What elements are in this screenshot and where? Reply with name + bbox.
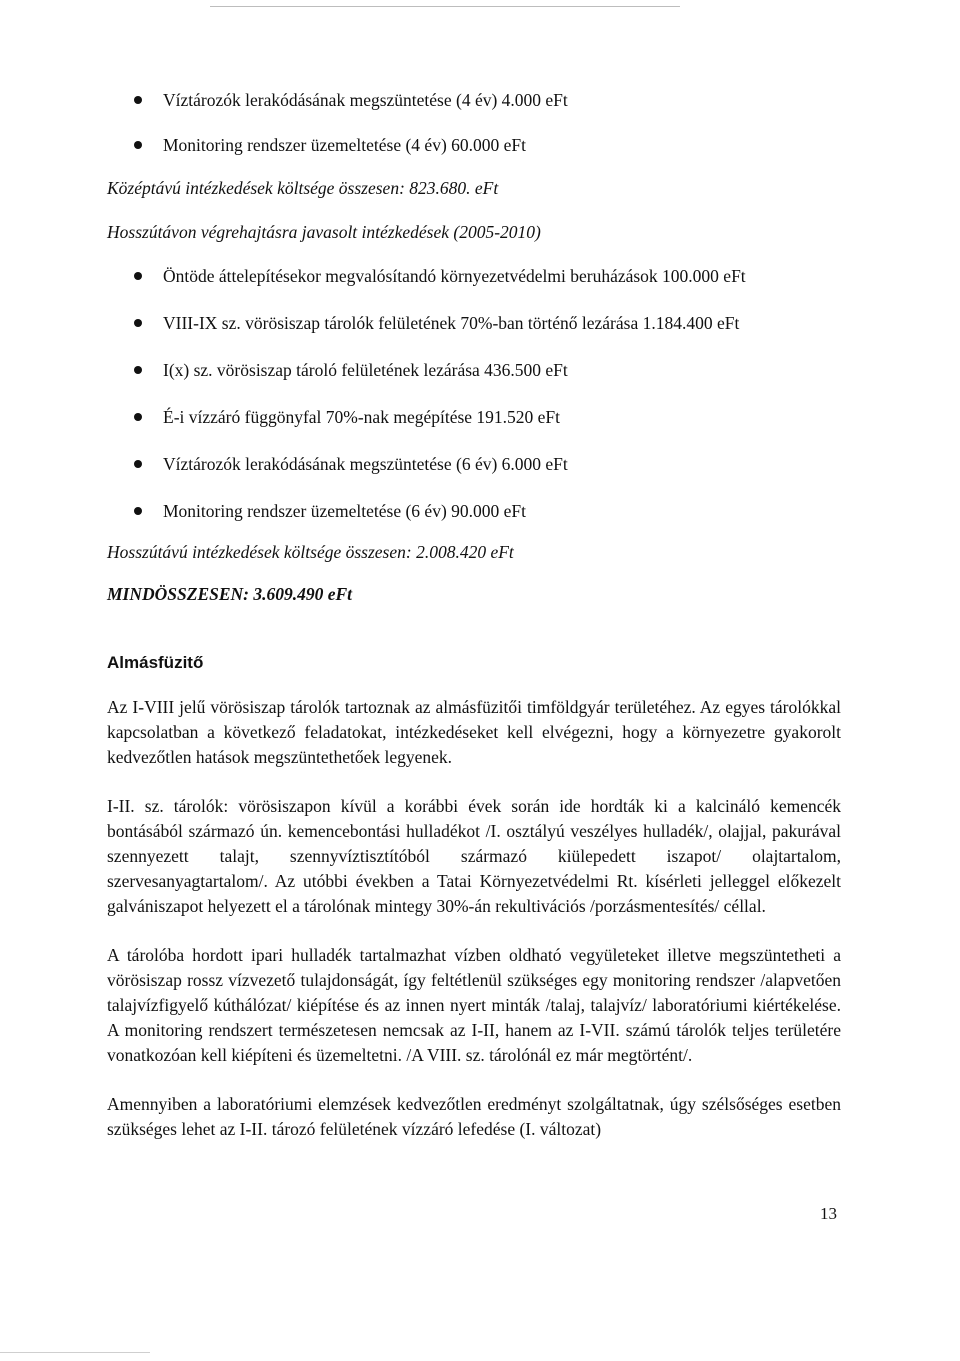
bullet-icon xyxy=(134,366,142,374)
bullet-icon xyxy=(134,141,142,149)
paragraph: I-II. sz. tárolók: vörösiszapon kívül a korábbi évek során ide hordták ki a kalcináló kemencék bontásából származó ún. kemencebontási hulladékot /I. osztályú veszélyes hulladék/, olajjal, pakurával szennyezett talajt, szennyvíztisztítóból származó kiülepedett iszapot/ olajtartalom, szervesanyagtartalom/. Az utóbbi években a Tatai Környezetvédelmi Rt. kísérleti jelleggel előkezelt galvániszapot helyezett el a tárolónak mintegy 30%-án rekultivációs /porzásmentesítés/ céllal. xyxy=(107,796,841,916)
bullet-icon xyxy=(134,460,142,468)
page-number: 13 xyxy=(820,1204,837,1223)
long-term-heading: Hosszútávon végrehajtásra javasolt intézkedések (2005-2010) xyxy=(107,222,541,242)
bullet-icon xyxy=(134,319,142,327)
medium-term-subtotal: Középtávú intézkedések költsége összesen: 823.680. eFt xyxy=(107,178,499,198)
section-heading-almasfuzito: Almásfüzitő xyxy=(107,653,204,672)
document-page xyxy=(107,88,841,1142)
long-term-measures-list xyxy=(107,264,841,523)
bullet-icon xyxy=(134,96,142,104)
scan-bottom-rule xyxy=(0,1352,150,1353)
grand-total: MINDÖSSZESEN: 3.609.490 eFt xyxy=(107,584,353,604)
list-item: Víztározók lerakódásának megszüntetése (6 év) 6.000 eFt xyxy=(107,452,841,476)
long-term-subtotal: Hosszútávú intézkedések költsége összesen: 2.008.420 eFt xyxy=(107,542,514,562)
list-item: Víztározók lerakódásának megszüntetése (4 év) 4.000 eFt xyxy=(107,88,841,112)
list-item: É-i vízzáró függönyfal 70%-nak megépítése 191.520 eFt xyxy=(107,405,841,429)
bullet-icon xyxy=(134,507,142,515)
bullet-icon xyxy=(134,272,142,280)
list-item: Monitoring rendszer üzemeltetése (6 év) 90.000 eFt xyxy=(107,499,841,523)
medium-term-measures-list xyxy=(107,88,841,157)
list-item: Öntöde áttelepítésekor megvalósítandó környezetvédelmi beruházások 100.000 eFt xyxy=(107,264,841,288)
list-item: Monitoring rendszer üzemeltetése (4 év) 60.000 eFt xyxy=(107,133,841,157)
bullet-icon xyxy=(134,413,142,421)
paragraph: Amennyiben a laboratóriumi elemzések kedvezőtlen eredményt szolgáltatnak, úgy szélsőséges esetben szükséges lehet az I-II. tározó felületének vízzáró lefedése (I. változat) xyxy=(107,1094,841,1139)
list-item: I(x) sz. vörösiszap tároló felületének lezárása 436.500 eFt xyxy=(107,358,841,382)
list-item: VIII-IX sz. vörösiszap tárolók felületének 70%-ban történő lezárása 1.184.400 eFt xyxy=(107,311,841,335)
scan-top-rule xyxy=(210,6,680,7)
paragraph: Az I-VIII jelű vörösiszap tárolók tartoznak az almásfüzitői timföldgyár területéhez. Az egyes tárolókkal kapcsolatban a következő feladatokat, intézkedéseket kell elvégezni, hogy a környezetre gyakorolt kedvezőtlen hatások megszüntethetőek legyenek. xyxy=(107,697,841,767)
paragraph: A tárolóba hordott ipari hulladék tartalmazhat vízben oldható vegyületeket illetve megszüntetheti a vörösiszap rossz vízvezető tulajdonságát, így feltétlenül szükséges egy monitoring rendszer /alapvetően talajvízfigyelő kúthálózat/ kiépítése és az innen nyert minták /talaj, talajvíz/ laboratóriumi kiértékelése. A monitoring rendszert természetesen nemcsak az I-II, hanem az I-VII. számú tárolók teljes területére vonatkozóan kell kiépíteni és üzemeltetni. /A VIII. sz. tárolónál ez már megtörtént/. xyxy=(107,945,841,1065)
